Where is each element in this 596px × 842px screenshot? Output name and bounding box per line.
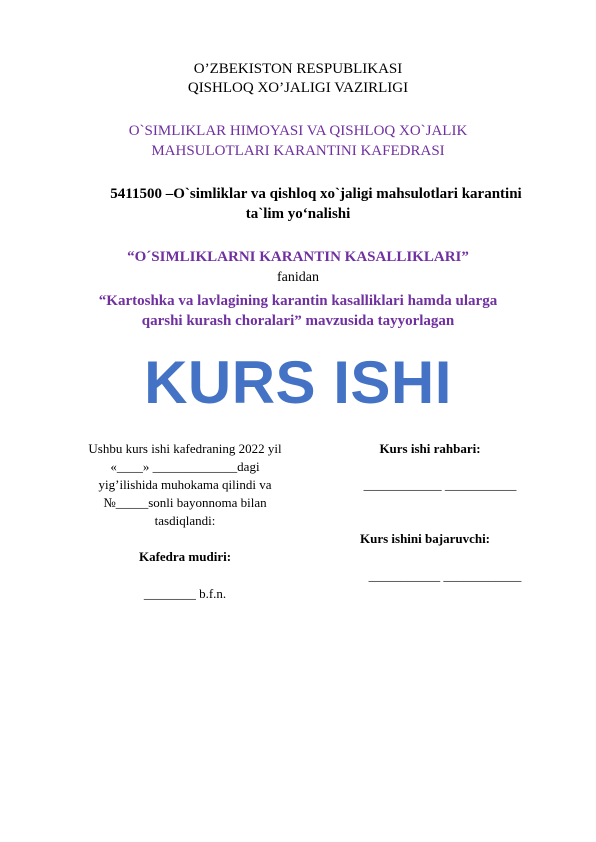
head-label: Kafedra mudiri:	[138, 549, 232, 564]
direction-line-1: 5411500 –O`simliklar va qishloq xo`jaligi mahsulotlari karantini	[110, 186, 522, 202]
topic-line-2: qarshi kurash choralari” mavzusida tayyorlagan	[141, 313, 455, 329]
header-line-1: O’ZBEKISTON RESPUBLIKASI	[193, 61, 403, 77]
approval-line-1: Ushbu kurs ishi kafedraning 2022 yil	[88, 441, 282, 456]
author-label: Kurs ishini bajaruvchi:	[359, 531, 491, 546]
supervisor-signature: ____________ ___________	[363, 477, 517, 492]
approval-line-5: tasdiqlandi:	[154, 513, 216, 528]
supervisor-label: Kurs ishi rahbari:	[379, 441, 481, 456]
approval-line-4: №_____sonli bayonnoma bilan	[103, 495, 267, 510]
direction-line-2: ta`lim yo‘nalishi	[245, 206, 351, 222]
topic-line-1: “Kartoshka va lavlagining karantin kasalliklari hamda ularga	[98, 293, 498, 309]
approval-line-2: «____» _____________dagi	[110, 459, 260, 474]
subject-fanidan: fanidan	[277, 270, 319, 285]
main-title: KURS ISHI	[144, 349, 452, 416]
head-signature: ________ b.f.n.	[143, 586, 227, 601]
approval-line-3: yig’ilishida muhokama qilindi va	[98, 477, 272, 492]
author-signature: ___________ ____________	[368, 568, 522, 583]
header-line-2: QISHLOQ XO’JALIGI VAZIRLIGI	[187, 80, 409, 96]
department-line-1: O`SIMLIKLAR HIMOYASI VA QISHLOQ XO`JALIK	[128, 123, 468, 139]
department-line-2: MAHSULOTLARI KARANTINI KAFEDRASI	[151, 143, 445, 159]
subject-title: “O´SIMLIKLARNI KARANTIN KASALLIKLARI”	[127, 249, 469, 265]
